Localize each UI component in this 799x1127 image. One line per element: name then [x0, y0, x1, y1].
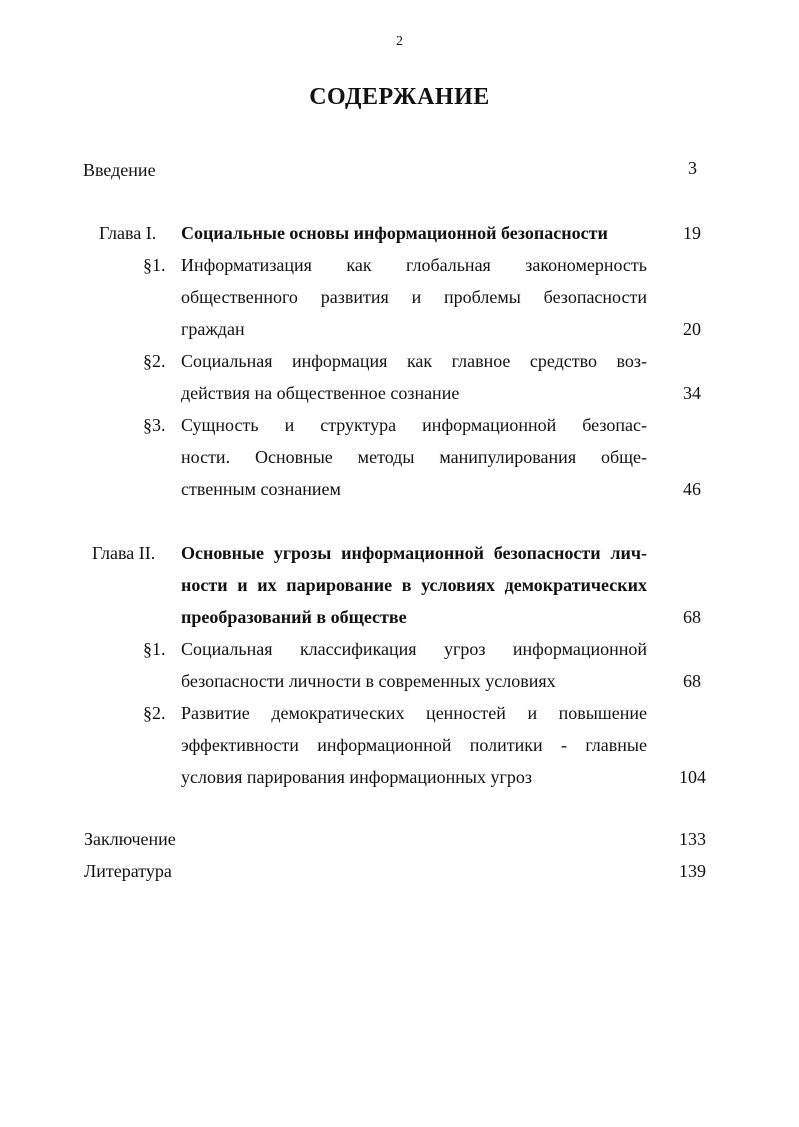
- ch2-sec1-mark: §1.: [143, 639, 166, 659]
- chapter1-title: Социальные основы информационной безопасности: [181, 223, 608, 243]
- ch2-sec2-mark: §2.: [143, 703, 166, 723]
- ch1-sec3-page: 46: [683, 479, 701, 499]
- ch1-sec1-line3: граждан: [181, 319, 245, 339]
- toc-intro-page: 3: [688, 158, 697, 178]
- ch1-sec2-line2: действия на общественное сознание: [181, 383, 460, 403]
- chapter2-title-line1: Основные угрозы информационной безопасности лич-: [181, 543, 647, 563]
- chapter2-title-line2: ности и их парирование в условиях демократических: [181, 575, 647, 595]
- toc-conclusion-label: Заключение: [84, 829, 176, 849]
- page-title: СОДЕРЖАНИЕ: [309, 84, 490, 110]
- ch1-sec1-page: 20: [683, 319, 701, 339]
- ch1-sec1-mark: §1.: [143, 255, 166, 275]
- chapter2-title-line3: преобразований в обществе: [181, 607, 407, 627]
- ch2-sec1-line2: безопасности личности в современных условиях: [181, 671, 556, 691]
- ch1-sec1-line1: Информатизация как глобальная закономерность: [181, 255, 647, 275]
- chapter2-page: 68: [683, 607, 701, 627]
- ch1-sec2-line1: Социальная информация как главное средство воз-: [181, 351, 647, 371]
- ch2-sec1-line1: Социальная классификация угроз информационной: [181, 639, 647, 659]
- toc-intro-label: Введение: [83, 160, 156, 180]
- ch2-sec2-line2: эффективности информационной политики - главные: [181, 735, 647, 755]
- ch1-sec3-line2: ности. Основные методы манипулирования обще-: [181, 447, 647, 467]
- ch2-sec2-page: 104: [679, 767, 706, 787]
- ch1-sec3-line1: Сущность и структура информационной безопас-: [181, 415, 647, 435]
- chapter2-label: Глава II.: [92, 543, 156, 563]
- ch1-sec2-mark: §2.: [143, 351, 166, 371]
- ch2-sec2-line3: условия парирования информационных угроз: [181, 767, 532, 787]
- ch1-sec2-page: 34: [683, 383, 701, 403]
- ch1-sec1-line2: общественного развития и проблемы безопасности: [181, 287, 647, 307]
- ch2-sec2-line1: Развитие демократических ценностей и повышение: [181, 703, 647, 723]
- ch1-sec3-mark: §3.: [143, 415, 166, 435]
- chapter1-label: Глава I.: [99, 223, 157, 243]
- toc-literature-page: 139: [679, 861, 706, 881]
- chapter1-page: 19: [683, 223, 701, 243]
- ch2-sec1-page: 68: [683, 671, 701, 691]
- toc-conclusion-page: 133: [679, 829, 706, 849]
- toc-literature-label: Литература: [84, 861, 172, 881]
- page-number: 2: [396, 34, 403, 49]
- ch1-sec3-line3: ственным сознанием: [181, 479, 341, 499]
